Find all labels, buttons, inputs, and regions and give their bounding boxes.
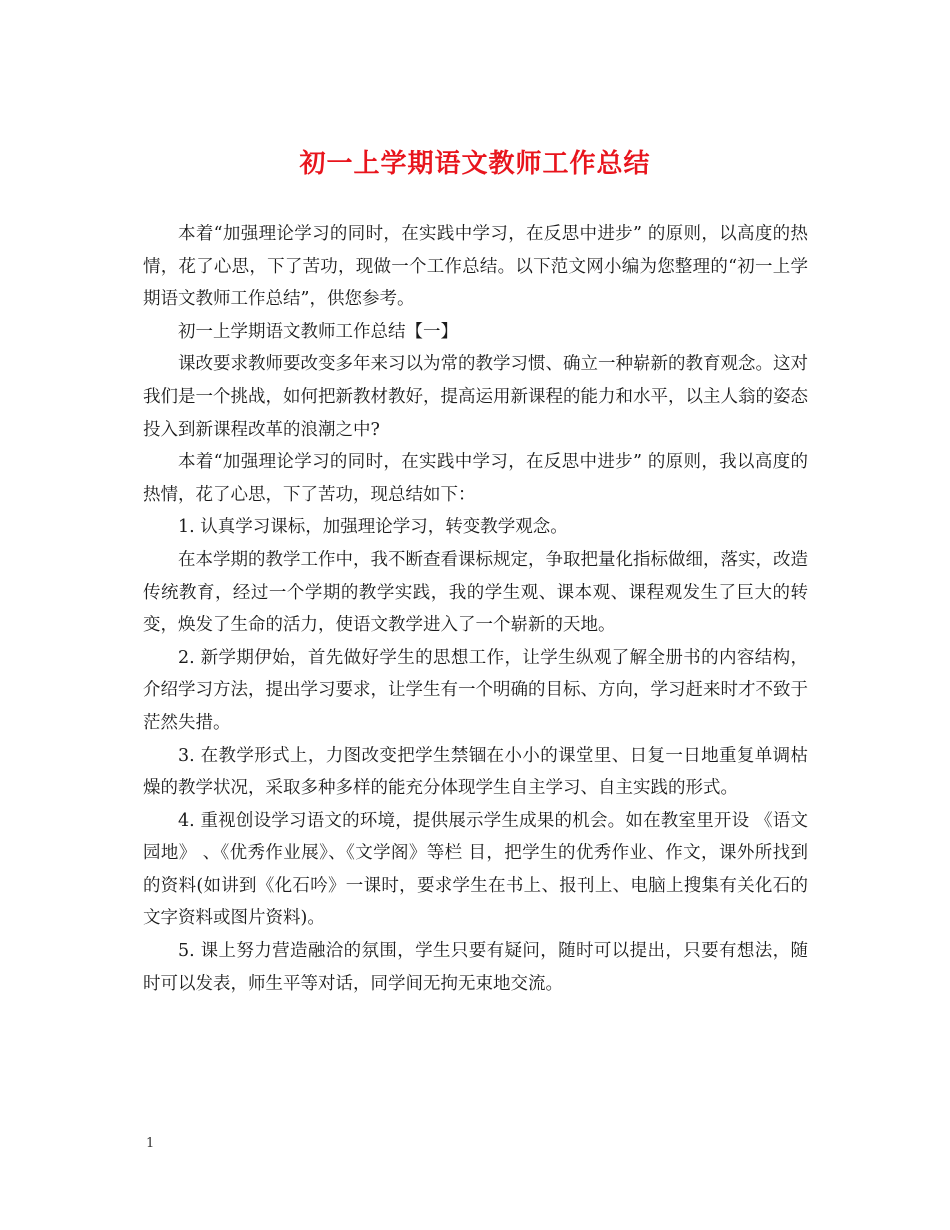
page-number: 1 — [146, 1136, 155, 1151]
paragraph: 本着“加强理论学习的同时，在实践中学习，在反思中进步” 的原则，我以高度的热情，花了心思，下了苦功，现总结如下： — [143, 452, 808, 505]
document-body — [143, 218, 808, 1000]
list-item: 5. 课上努力营造融洽的氛围，学生只要有疑问，随时可以提出，只要有想法，随时可以发表，师生平等对话，同学间无拘无束地交流。 — [143, 941, 808, 994]
paragraph: 在本学期的教学工作中，我不断查看课标规定，争取把量化指标做细，落实，改造传统教育，经过一个学期的教学实践，我的学生观、课本观、课程观发生了巨大的转变，焕发了生命的活力，使语文教学进入了一个崭新的天地。 — [143, 549, 808, 636]
list-item: 2. 新学期伊始，首先做好学生的思想工作，让学生纵观了解全册书的内容结构，介绍学习方法，提出学习要求，让学生有一个明确的目标、方向，学习赶来时才不致于茫然失措。 — [143, 647, 808, 733]
list-item: 4. 重视创设学习语文的环境，提供展示学生成果的机会。如在教室里开设 《语文园地》 、《优秀作业展》、《文学阁》等栏 目，把学生的优秀作业、作文，课外所找到的资料(如讲到《化石吟》一课时，要求学生在书上、报刊上、电脑上搜集有关化石的文字资料或图片资料)。 — [143, 810, 808, 929]
list-item: 1. 认真学习课标，加强理论学习，转变教学观念。 — [178, 517, 568, 538]
page-title: 初一上学期语文教师工作总结 — [299, 149, 651, 179]
section-heading: 初一上学期语文教师工作总结【一】 — [178, 321, 458, 342]
list-item: 3. 在教学形式上，力图改变把学生禁锢在小小的课堂里、日复一日地重复单调枯燥的教学状况，采取多种多样的能充分体现学生自主学习、自主实践的形式。 — [143, 745, 808, 799]
paragraph-intro: 本着“加强理论学习的同时，在实践中学习，在反思中进步” 的原则，以高度的热情，花了心思，下了苦功，现做一个工作总结。以下范文网小编为您整理的“初一上学期语文教师工作总结”，供您参考。 — [143, 224, 808, 310]
paragraph: 课改要求教师要改变多年来习以为常的教学习惯、确立一种崭新的教育观念。这对我们是一个挑战，如何把新教材教好，提高运用新课程的能力和水平，以主人翁的姿态投入到新课程改革的浪潮之中? — [143, 354, 808, 440]
